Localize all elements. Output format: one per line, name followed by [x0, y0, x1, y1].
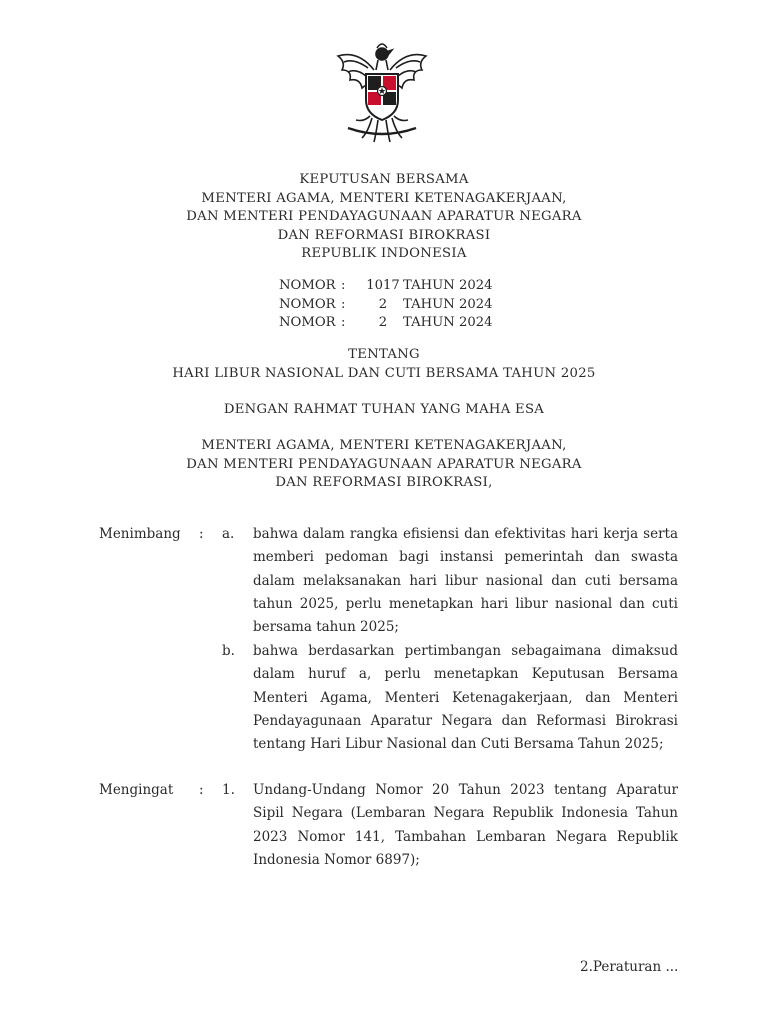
mengingat-label: Mengingat: [99, 782, 174, 798]
menimbang-item-b: [222, 640, 678, 756]
garuda-emblem-icon: [328, 40, 436, 148]
number-colon: :: [341, 296, 346, 312]
title-line-4: DAN REFORMASI BIROKRASI: [277, 227, 491, 243]
item-marker: a.: [222, 526, 235, 542]
number-label: NOMOR: [279, 296, 336, 312]
title-line-5: REPUBLIK INDONESIA: [301, 246, 467, 261]
number-value: 2: [378, 315, 388, 330]
mengingat-colon: :: [199, 782, 204, 798]
title-line-3: DAN MENTERI PENDAYAGUNAAN APARATUR NEGARA: [186, 209, 582, 224]
mengingat-item-1: [222, 779, 678, 872]
menimbang-item-a: [222, 523, 678, 639]
number-label: NOMOR: [279, 278, 336, 293]
number-label: NOMOR: [279, 315, 336, 330]
decree-subject: [0, 346, 768, 383]
number-row: [279, 277, 493, 296]
item-text: bahwa berdasarkan pertimbangan sebagaimana dimaksud dalam huruf a, perlu menetapkan Keputusan Bersama Menteri Agama, Menteri Ketenagakerjaan, dan Menteri Pendayagunaan Aparatur Negara dan Reformasi Birokrasi tentang Hari Libur Nasional dan Cuti Bersama Tahun 2025;: [253, 643, 678, 753]
decree-numbers: [279, 277, 493, 333]
invocation: DENGAN RAHMAT TUHAN YANG MAHA ESA: [223, 402, 545, 417]
item-marker: b.: [222, 643, 235, 659]
decree-title: [0, 171, 768, 264]
title-line-2: MENTERI AGAMA, MENTERI KETENAGAKERJAAN,: [201, 190, 567, 206]
ministers-line-2: DAN MENTERI PENDAYAGUNAAN APARATUR NEGARA: [186, 456, 582, 472]
item-text: bahwa dalam rangka efisiensi dan efektivitas hari kerja serta memberi pedoman bagi instansi pemerintah dan swasta dalam melaksanakan hari libur nasional dan cuti bersama tahun 2025, perlu menetapkan hari libur nasional dan cuti bersama tahun 2025;: [253, 526, 678, 636]
page-continuation: 2.Peraturan ...: [580, 959, 679, 975]
menimbang-label: Menimbang: [99, 526, 181, 542]
number-colon: :: [341, 278, 346, 293]
title-line-1: KEPUTUSAN BERSAMA: [299, 172, 469, 187]
tentang-label: TENTANG: [348, 347, 420, 362]
number-year: TAHUN 2024: [403, 296, 493, 312]
number-year: TAHUN 2024: [403, 315, 493, 330]
issuing-ministers: [0, 437, 768, 493]
number-value: 2: [378, 296, 388, 312]
number-value: 1017: [366, 278, 400, 293]
item-text: Undang-Undang Nomor 20 Tahun 2023 tentang Aparatur Sipil Negara (Lembaran Negara Republik Indonesia Tahun 2023 Nomor 141, Tambahan Lembaran Negara Republik Indonesia Nomor 6897);: [253, 782, 678, 868]
number-row: [279, 314, 493, 333]
item-marker: 1.: [222, 782, 235, 798]
ministers-line-3: DAN REFORMASI BIROKRASI,: [275, 475, 493, 490]
subject-line: HARI LIBUR NASIONAL DAN CUTI BERSAMA TAHUN 2025: [172, 365, 596, 381]
ministers-line-1: MENTERI AGAMA, MENTERI KETENAGAKERJAAN,: [201, 438, 567, 453]
number-colon: :: [341, 315, 346, 330]
number-row: [279, 296, 493, 315]
menimbang-colon: :: [199, 526, 204, 542]
number-year: TAHUN 2024: [403, 278, 493, 293]
